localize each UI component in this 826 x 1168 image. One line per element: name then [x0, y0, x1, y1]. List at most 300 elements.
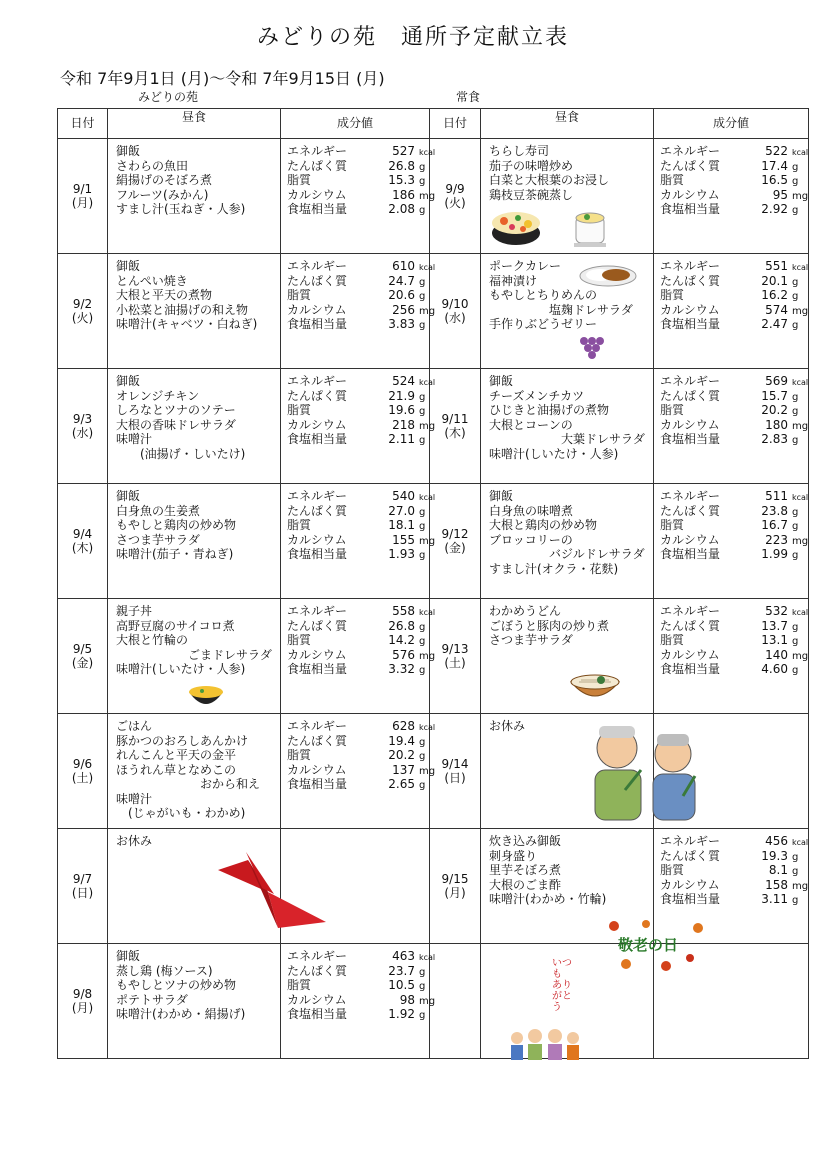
nutrient-unit: g: [792, 291, 799, 302]
nutrient-label: たんぱく質: [287, 273, 348, 288]
nutrient-row: [287, 662, 425, 677]
dish-item: ごはん: [116, 719, 153, 733]
nutrient-row: [287, 389, 425, 404]
nutrient-value: 19.6: [388, 403, 415, 417]
dish-item: オレンジチキン: [116, 388, 200, 403]
nutrient-row: [660, 144, 809, 159]
nutrient-label: カルシウム: [287, 417, 347, 432]
nutrient-unit: g: [419, 636, 426, 647]
dish-item: 味噌汁: [116, 791, 153, 806]
nutrient-unit: g: [792, 506, 799, 518]
nutrient-unit: mg: [419, 535, 436, 547]
nutrient-row: [287, 734, 425, 749]
dish-item: お休み: [116, 834, 153, 848]
dish-item: 味噌汁(しいたけ・人参): [489, 446, 619, 461]
dish-item: チーズメンチカツ: [489, 388, 585, 403]
dish-item: さわらの魚田: [116, 158, 189, 173]
dish-item: 大根と鶏肉の炒め物: [489, 518, 598, 532]
nutrient-value: 532: [765, 604, 788, 618]
dish-item: 味噌汁(わかめ・竹輪): [489, 892, 607, 906]
nutrient-row: [287, 777, 425, 792]
nutrient-label: 脂質: [660, 403, 685, 417]
dish-item: もやしと鶏肉の炒め物: [116, 518, 237, 532]
curry-rice-icon: [578, 260, 638, 288]
menu-row: [58, 369, 809, 484]
date-cell: [58, 599, 108, 714]
dish-item: 塩麹ドレサラダ: [489, 302, 633, 317]
nutrient-value: 158: [765, 877, 788, 892]
dish-item: (油揚げ・しいたけ): [116, 446, 246, 461]
date-label: 9/13: [441, 641, 469, 656]
nutrient-label: カルシウム: [660, 187, 720, 202]
nutrition-cell: [654, 484, 809, 599]
chawanmushi-icon: [570, 205, 610, 249]
dish-item: 大根と竹輪の: [116, 633, 189, 647]
date-label: 9/5: [72, 641, 93, 656]
nutrition-cell: [281, 139, 436, 254]
nutrient-value: 4.60: [761, 662, 788, 676]
menu-row: [58, 599, 809, 714]
nutrition-cell: [281, 254, 436, 369]
nutrient-value: 16.2: [761, 288, 788, 302]
date-label: 9/3: [72, 411, 93, 426]
nutrient-label: 食塩相当量: [287, 777, 348, 791]
nutrient-row: [287, 173, 425, 188]
nutrition-cell: [281, 484, 436, 599]
nutrient-unit: g: [419, 751, 426, 762]
chirashi-sushi-icon: [490, 205, 542, 247]
nutrient-label: たんぱく質: [660, 618, 721, 633]
thanks-note: いつも ありがとう: [552, 958, 572, 1013]
dish-cell: [108, 484, 281, 599]
nutrient-unit: kcal: [792, 608, 809, 617]
nutrient-row: [287, 633, 425, 648]
dish-item: すまし汁(玉ねぎ・人参): [116, 202, 246, 216]
nutrient-value: 463: [392, 949, 415, 963]
nutrient-value: 574: [765, 302, 788, 317]
nutrient-row: [660, 489, 809, 504]
nutrient-label: たんぱく質: [660, 273, 721, 288]
nutrient-unit: g: [792, 550, 799, 561]
nutrient-value: 456: [765, 834, 788, 848]
nutrient-row: [287, 949, 436, 964]
nutrient-label: カルシウム: [660, 532, 720, 547]
date-cell: [58, 944, 108, 1059]
header-nutrition: 成分値: [281, 109, 430, 139]
nutrient-row: [660, 518, 804, 533]
date-label: 9/14: [441, 756, 469, 771]
dish-item: さつま芋サラダ: [489, 633, 573, 647]
dish-item: ブロッコリーの: [489, 532, 573, 547]
dish-item: 親子丼: [116, 604, 153, 618]
dish-item: ほうれん草となめこの: [116, 762, 237, 777]
nutrient-value: 98: [399, 992, 415, 1007]
nutrient-row: [287, 547, 425, 562]
dish-item: 大根と平天の煮物: [116, 288, 213, 302]
nutrient-unit: g: [792, 391, 799, 403]
weekday-label: (金): [71, 656, 94, 670]
nutrient-label: カルシウム: [660, 647, 720, 662]
nutrient-row: [660, 432, 804, 447]
dish-item: ごまドレサラダ: [116, 647, 272, 662]
nutrition-cell: [281, 714, 436, 829]
nutrient-unit: g: [792, 406, 799, 417]
nutrient-label: エネルギー: [287, 144, 348, 158]
dish-item: ごぼうと豚肉の炒り煮: [489, 618, 610, 633]
date-label: 9/1: [72, 181, 93, 196]
dish-item: 小松菜と油揚げの和え物: [116, 302, 249, 317]
nutrient-row: [287, 532, 436, 548]
nutrient-value: 2.92: [761, 202, 788, 216]
nutrition-cell: [281, 369, 436, 484]
nutrient-unit: kcal: [792, 148, 809, 157]
nutrient-row: [660, 849, 804, 864]
nutrient-unit: mg: [792, 880, 809, 892]
date-label: 9/7: [72, 871, 93, 886]
date-label: 9/6: [72, 756, 93, 771]
date-cell: [430, 139, 481, 254]
nutrient-unit: g: [419, 1010, 426, 1021]
nutrient-value: 155: [392, 532, 415, 547]
date-range: 令和 7年9月1日 (月)〜令和 7年9月15日 (月): [60, 69, 385, 88]
nutrient-label: たんぱく質: [287, 618, 348, 633]
oyakodon-icon: [186, 680, 226, 712]
nutrient-label: たんぱく質: [287, 158, 348, 173]
meal-type: 常食: [456, 90, 481, 104]
nutrient-row: [287, 144, 436, 159]
nutrition-cell: [654, 254, 809, 369]
nutrient-value: 26.8: [388, 158, 415, 173]
nutrient-value: 8.1: [768, 863, 788, 877]
nutrient-label: 脂質: [287, 748, 312, 762]
nutrient-unit: g: [419, 291, 426, 302]
date-cell: [430, 484, 481, 599]
nutrient-unit: kcal: [792, 378, 809, 387]
dish-item: 蒸し鶏 (梅ソース): [116, 963, 213, 978]
date-cell: [430, 369, 481, 484]
nutrient-unit: mg: [419, 305, 436, 317]
nutrient-unit: kcal: [419, 953, 436, 962]
nutrient-label: エネルギー: [660, 259, 721, 273]
nutrient-row: [660, 532, 809, 548]
dish-item: 御飯: [116, 949, 141, 963]
menu-row: [58, 254, 809, 369]
dish-cell: [108, 714, 281, 829]
nutrient-label: カルシウム: [287, 992, 347, 1007]
nutrient-label: エネルギー: [660, 489, 721, 503]
nutrient-value: 20.2: [388, 748, 415, 762]
nutrient-unit: mg: [792, 420, 809, 432]
weekday-label: (土): [71, 771, 94, 785]
dish-item: 手作りぶどうゼリー: [489, 317, 598, 331]
nutrient-label: 食塩相当量: [660, 317, 721, 331]
nutrient-label: カルシウム: [287, 532, 347, 547]
nutrient-value: 628: [392, 719, 415, 733]
nutrient-unit: kcal: [792, 838, 809, 847]
nutrient-value: 137: [392, 762, 415, 777]
nutrient-row: [287, 274, 425, 289]
nutrient-label: 脂質: [660, 863, 685, 877]
nutrient-label: カルシウム: [660, 877, 720, 892]
nutrient-value: 511: [765, 489, 788, 503]
dish-item: もやしとちりめんの: [489, 288, 598, 302]
nutrient-value: 20.6: [388, 288, 415, 302]
nutrient-label: 脂質: [660, 633, 685, 647]
nutrient-unit: kcal: [419, 723, 436, 732]
nutrient-unit: mg: [419, 650, 436, 662]
weekday-label: (日): [444, 771, 466, 785]
nutrient-unit: kcal: [419, 608, 436, 617]
header-lunch: 昼食: [108, 109, 281, 139]
nutrient-value: 16.5: [761, 173, 788, 187]
udon-bowl-icon: [565, 660, 625, 705]
nutrient-unit: g: [792, 205, 799, 216]
nutrient-label: 食塩相当量: [660, 547, 721, 561]
nutrient-unit: g: [419, 391, 426, 403]
nutrient-unit: g: [792, 636, 799, 647]
date-label: 9/11: [441, 411, 469, 426]
nutrient-row: [660, 389, 804, 404]
nutrient-value: 3.11: [761, 892, 788, 906]
header-row: [58, 109, 809, 139]
nutrient-row: [287, 432, 425, 447]
dish-item: 味噌汁(しいたけ・人参): [116, 662, 246, 676]
nutrient-value: 16.7: [761, 518, 788, 532]
nutrient-value: 1.93: [388, 547, 415, 561]
nutrient-row: [287, 187, 436, 203]
dish-item: 大根とコーンの: [489, 417, 573, 432]
nutrient-row: [660, 647, 809, 663]
nutrient-unit: mg: [792, 305, 809, 317]
dish-item: 御飯: [116, 374, 141, 388]
date-cell: [58, 829, 108, 944]
nutrient-unit: kcal: [419, 493, 436, 502]
dish-item: 福神漬け: [489, 273, 538, 288]
nutrient-label: 脂質: [287, 403, 312, 417]
nutrient-value: 140: [765, 647, 788, 662]
weekday-label: (水): [444, 311, 466, 325]
nutrient-row: [660, 877, 809, 893]
nutrient-unit: mg: [419, 765, 436, 777]
date-cell: [58, 484, 108, 599]
nutrient-unit: g: [792, 895, 799, 906]
nutrient-row: [660, 173, 804, 188]
weekday-label: (月): [444, 886, 466, 900]
nutrient-value: 24.7: [388, 273, 415, 288]
dish-item: 味噌汁(茄子・青ねぎ): [116, 547, 234, 561]
nutrient-label: 脂質: [660, 173, 685, 187]
nutrient-unit: g: [419, 665, 426, 676]
nutrient-unit: g: [419, 736, 426, 748]
nutrient-row: [660, 202, 804, 217]
dish-item: すまし汁(オクラ・花麩): [489, 561, 619, 576]
nutrient-unit: g: [419, 780, 426, 791]
nutrient-value: 540: [392, 489, 415, 503]
weekday-label: (火): [444, 196, 466, 210]
weekday-label: (木): [444, 426, 466, 440]
nutrient-unit: g: [792, 276, 799, 288]
nutrient-unit: g: [419, 550, 426, 561]
nutrient-row: [660, 662, 804, 677]
date-cell: [58, 254, 108, 369]
nutrient-row: [287, 1007, 425, 1022]
dish-cell: [108, 944, 281, 1059]
dish-item: フルーツ(みかん): [116, 187, 209, 202]
weekday-label: (水): [71, 426, 94, 440]
menu-row: [58, 139, 809, 254]
nutrient-value: 27.0: [388, 503, 415, 518]
nutrient-label: たんぱく質: [660, 848, 721, 863]
weekday-label: (土): [444, 656, 466, 670]
dish-item: 味噌汁: [116, 432, 153, 446]
nutrient-row: [287, 417, 436, 433]
dish-item: ポークカレー: [489, 259, 562, 273]
nutrient-label: 食塩相当量: [660, 202, 721, 216]
nutrient-value: 569: [765, 374, 788, 388]
dish-item: 大根のごま酢: [489, 877, 562, 892]
nutrient-value: 2.65: [388, 777, 415, 791]
nutrient-row: [287, 978, 425, 993]
dish-item: 味噌汁(わかめ・絹揚げ): [116, 1007, 246, 1021]
nutrient-unit: g: [419, 521, 426, 532]
nutrient-unit: mg: [419, 995, 436, 1007]
nutrient-label: 食塩相当量: [660, 432, 721, 446]
nutrient-value: 23.8: [761, 503, 788, 518]
nutrient-unit: kcal: [792, 263, 809, 272]
date-cell: [58, 714, 108, 829]
nutrient-value: 218: [392, 417, 415, 432]
dish-item: バジルドレサラダ: [489, 547, 645, 561]
nutrient-value: 1.92: [388, 1007, 415, 1021]
dish-item: 御飯: [116, 259, 141, 273]
header-date: 日付: [430, 109, 481, 139]
paper-crane-icon: [218, 852, 328, 930]
dish-item: (じゃがいも・わかめ): [116, 806, 246, 820]
dish-item: 里芋そぼろ煮: [489, 863, 562, 877]
nutrient-label: 食塩相当量: [287, 547, 348, 561]
nutrient-unit: g: [792, 621, 799, 633]
nutrient-unit: g: [792, 161, 799, 173]
nutrient-label: 食塩相当量: [660, 892, 721, 906]
nutrient-unit: g: [419, 506, 426, 518]
nutrient-unit: kcal: [419, 378, 436, 387]
dish-item: お休み: [489, 719, 526, 733]
nutrient-row: [287, 647, 436, 663]
nutrition-cell: [654, 139, 809, 254]
nutrient-label: エネルギー: [660, 834, 721, 848]
nutrient-value: 223: [765, 532, 788, 547]
dish-item: れんこんと平天の金平: [116, 748, 237, 762]
date-cell: [430, 829, 481, 944]
nutrient-unit: kcal: [419, 148, 436, 157]
dish-item: 御飯: [489, 374, 514, 388]
nutrient-label: カルシウム: [287, 762, 347, 777]
dish-item: 白菜と大根葉のお浸し: [489, 173, 610, 187]
nutrient-row: [660, 892, 804, 907]
nutrient-row: [287, 374, 436, 389]
nutrient-label: たんぱく質: [287, 733, 348, 748]
keiro-title: 敬老の日: [618, 936, 679, 954]
nutrient-value: 14.2: [388, 633, 415, 647]
date-cell: [430, 254, 481, 369]
nutrient-row: [660, 159, 804, 174]
nutrient-value: 13.7: [761, 618, 788, 633]
nutrient-label: エネルギー: [287, 489, 348, 503]
date-label: 9/12: [441, 526, 469, 541]
nutrient-row: [287, 403, 425, 418]
nutrient-unit: mg: [792, 650, 809, 662]
nutrient-label: 食塩相当量: [287, 317, 348, 331]
date-cell: [430, 599, 481, 714]
dish-item: 炊き込み御飯: [489, 834, 562, 848]
nutrient-value: 524: [392, 374, 415, 388]
nutrient-row: [660, 834, 809, 849]
date-cell: [430, 714, 481, 829]
nutrient-unit: g: [419, 435, 426, 446]
weekday-label: (木): [71, 541, 94, 555]
nutrient-value: 95: [772, 187, 788, 202]
dish-item: 御飯: [116, 489, 141, 503]
nutrient-row: [287, 159, 425, 174]
date-label: 9/2: [72, 296, 93, 311]
nutrient-value: 2.08: [388, 202, 415, 216]
nutrient-label: 脂質: [287, 633, 312, 647]
nutrition-cell: [281, 599, 436, 714]
dish-item: とんぺい焼き: [116, 273, 188, 288]
nutrient-value: 558: [392, 604, 415, 618]
dish-item: ポテトサラダ: [116, 992, 188, 1007]
nutrient-value: 19.3: [761, 848, 788, 863]
nutrient-value: 17.4: [761, 158, 788, 173]
nutrient-row: [660, 317, 804, 332]
grape-icon: [575, 333, 605, 365]
date-label: 9/15: [441, 871, 469, 886]
dish-item: 高野豆腐のサイコロ煮: [116, 618, 235, 633]
nutrient-unit: g: [419, 981, 426, 992]
nutrient-unit: g: [792, 665, 799, 676]
dish-item: わかめうどん: [489, 604, 562, 618]
nutrient-value: 15.7: [761, 388, 788, 403]
nutrient-label: エネルギー: [660, 144, 721, 158]
weekday-label: (火): [71, 311, 94, 325]
dish-item: ちらし寿司: [489, 144, 550, 158]
facility-name: みどりの苑: [138, 90, 199, 104]
nutrient-value: 10.5: [388, 978, 415, 992]
nutrient-label: たんぱく質: [287, 963, 348, 978]
nutrient-row: [660, 417, 809, 433]
weekday-label: (月): [71, 1001, 94, 1015]
nutrient-unit: g: [419, 176, 426, 187]
dish-item: 白身魚の生姜煮: [116, 503, 201, 518]
dish-item: 大根の香味ドレサラダ: [116, 417, 236, 432]
nutrient-value: 18.1: [388, 518, 415, 532]
dish-cell: [481, 484, 654, 599]
nutrient-row: [287, 489, 436, 504]
date-label: 9/10: [441, 296, 469, 311]
dish-item: 御飯: [489, 489, 514, 503]
nutrient-row: [287, 992, 436, 1008]
dish-item: おから和え: [116, 777, 261, 791]
nutrient-row: [287, 302, 436, 318]
family-icon: [505, 1028, 585, 1062]
nutrient-row: [660, 187, 809, 203]
nutrient-label: たんぱく質: [660, 503, 721, 518]
nutrient-unit: kcal: [419, 263, 436, 272]
nutrient-label: カルシウム: [287, 647, 347, 662]
dish-cell: [481, 369, 654, 484]
dish-item: 鶏枝豆茶碗蒸し: [489, 187, 574, 202]
nutrient-unit: g: [792, 320, 799, 331]
